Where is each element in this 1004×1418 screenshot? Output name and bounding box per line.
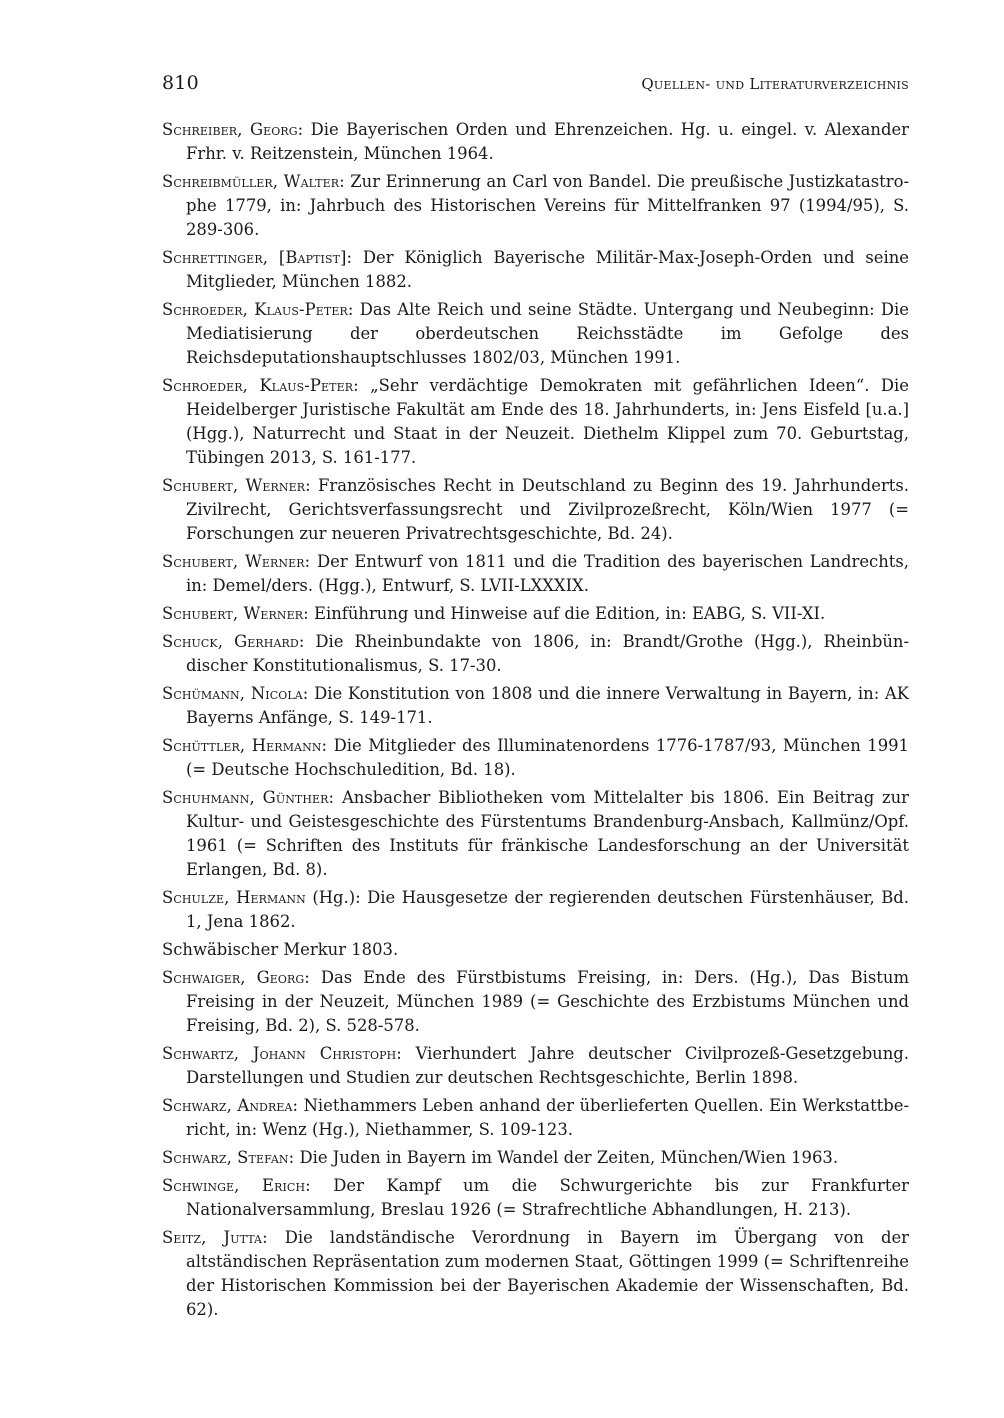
bibliography-entry — [162, 734, 909, 782]
entry-author: Schwaiger, Georg: — [162, 968, 310, 987]
entry-author: Schwinge, Erich: — [162, 1176, 311, 1195]
entry-text: Der Kampf um die Schwurgerichte bis zur Frankfurter Nationalversammlung, Breslau 1926 (= Strafrechtliche Abhandlungen, H. 213). — [186, 1176, 909, 1219]
entry-text: Die Konstitution von 1808 und die innere Verwaltung in Bayern, in: AK Bayerns Anfänge, S. 149-171. — [186, 684, 909, 727]
entry-text: Der Entwurf von 1811 und die Tradition des bayerischen Landrechts, in: Demel/ders. (Hgg.), Entwurf, S. LVII-LXXXIX. — [186, 552, 909, 595]
entry-author: Schwarz, Stefan: — [162, 1148, 295, 1167]
entry-text: Vierhundert Jahre deutscher Civilprozeß-Gesetzgebung. Darstellungen und Studien zur deutschen Rechtsgeschichte, Berlin 1898. — [186, 1044, 909, 1087]
entry-text: Französisches Recht in Deutschland zu Beginn des 19. Jahrhunderts. Zivilrecht, Gerichtsverfassungsrecht und Zivilprozeßrecht, Köln/Wien 1977 (= Forschungen zur neueren Privatrechtsgeschichte, Bd. 24). — [186, 476, 909, 543]
bibliography-entry — [162, 682, 909, 730]
entry-text: Das Alte Reich und seine Städte. Untergang und Neubeginn: Die Mediatisierung der oberdeutschen Reichsstädte im Gefolge des Reichsdeputationshauptschlusses 1802/03, München 1991. — [186, 300, 909, 367]
bibliography-entry — [162, 1146, 909, 1170]
entry-author: Schulze, Hermann — [162, 888, 306, 907]
bibliography-entry — [162, 1042, 909, 1090]
bibliography-entry — [162, 602, 909, 626]
entry-author: Schreiber, Georg: — [162, 120, 304, 139]
entry-author: Schubert, Werner: — [162, 604, 309, 623]
bibliography-entry — [162, 246, 909, 294]
bibliography-entry — [162, 118, 909, 166]
entry-text: Schwäbischer Merkur 1803. — [162, 940, 399, 959]
entry-text: (Hg.): Die Hausgesetze der regierenden deutschen Fürstenhäuser, Bd. 1, Jena 1862. — [186, 888, 909, 931]
entry-text: Ansbacher Bibliotheken vom Mittelalter bis 1806. Ein Beitrag zur Kultur- und Geistesgeschichte des Fürstentums Brandenburg-Ansbach, Kallmünz/Opf. 1961 (= Schriften des Instituts für fränkische Landesforschung an der Universität Erlangen, Bd. 8). — [186, 788, 909, 879]
entry-text: Die landständische Verordnung in Bayern im Übergang von der altständischen Repräsentation zum modernen Staat, Göttingen 1999 (= Schriftenreihe der Historischen Kommission bei der Bayerischen Akademie der Wissenschaften, Bd. 62). — [186, 1228, 909, 1319]
bibliography-entry — [162, 966, 909, 1038]
entry-author: Schrettinger, [Baptist]: — [162, 248, 353, 267]
entry-text: Die Bayerischen Orden und Ehrenzeichen. Hg. u. eingel. v. Alexander Frhr. v. Reitzenstein, München 1964. — [186, 120, 909, 163]
entry-text: Einführung und Hinweise auf die Edition, in: EABG, S. VII-XI. — [308, 604, 826, 623]
bibliography-entry — [162, 374, 909, 470]
bibliography-entry — [162, 474, 909, 546]
bibliography-entry — [162, 630, 909, 678]
page-number: 810 — [162, 72, 199, 94]
entry-text: Die Juden in Bayern im Wandel der Zeiten, München/Wien 1963. — [294, 1148, 839, 1167]
entry-text: Der Königlich Bayerische Militär-Max-Joseph-Orden und seine Mitglieder, München 1882. — [186, 248, 909, 291]
bibliography-entry — [162, 786, 909, 882]
entry-text: „Sehr verdächtige Demokraten mit gefährlichen Ideen“. Die Heidelberger Juristische Fakultät am Ende des 18. Jahrhunderts, in: Jens Eisfeld [u.a.] (Hgg.), Naturrecht und Staat in der Neuzeit. Diethelm Klippel zum 70. Geburtstag, Tübingen 2013, S. 161-177. — [186, 376, 909, 467]
bibliography-entry — [162, 886, 909, 934]
bibliography-entry — [162, 170, 909, 242]
running-title: Quellen- und Literaturverzeichnis — [641, 75, 909, 93]
entry-author: Schroeder, Klaus-Peter: — [162, 300, 354, 319]
bibliography-list — [162, 118, 909, 1326]
page-header — [162, 72, 909, 100]
bibliography-entry — [162, 1094, 909, 1142]
entry-author: Schroeder, Klaus-Peter: — [162, 376, 359, 395]
entry-author: Schubert, Werner: — [162, 476, 311, 495]
entry-author: Schubert, Werner: — [162, 552, 311, 571]
bibliography-entry — [162, 550, 909, 598]
entry-text: Das Ende des Fürstbistums Freising, in: Ders. (Hg.), Das Bistum Freising in der Neuzeit, München 1989 (= Geschichte des Erzbistums München und Freising, Bd. 2), S. 528-578. — [186, 968, 909, 1035]
bibliography-entry — [162, 938, 909, 962]
entry-author: Schümann, Nicola: — [162, 684, 309, 703]
entry-author: Seitz, Jutta: — [162, 1228, 268, 1247]
entry-author: Schreibmüller, Walter: — [162, 172, 345, 191]
entry-author: Schuck, Gerhard: — [162, 632, 305, 651]
entry-text: Zur Erinnerung an Carl von Bandel. Die preußische Justizkatastrophe 1779, in: Jahrbuch des Historischen Vereins für Mittelfranken 97 (1994/95), S. 289-306. — [186, 172, 909, 239]
entry-author: Schwarz, Andrea: — [162, 1096, 299, 1115]
entry-author: Schuhmann, Günther: — [162, 788, 335, 807]
bibliography-entry — [162, 1226, 909, 1322]
entry-author: Schwartz, Johann Christoph: — [162, 1044, 402, 1063]
entry-text: Die Rheinbundakte von 1806, in: Brandt/Grothe (Hgg.), Rheinbündischer Konstitutionalismus, S. 17-30. — [186, 632, 909, 675]
entry-text: Niethammers Leben anhand der überlieferten Quellen. Ein Werkstattbericht, in: Wenz (Hg.), Niethammer, S. 109-123. — [186, 1096, 909, 1139]
bibliography-entry — [162, 1174, 909, 1222]
bibliography-entry — [162, 298, 909, 370]
entry-text: Die Mitglieder des Illuminatenordens 1776-1787/93, München 1991 (= Deutsche Hochschuledition, Bd. 18). — [186, 736, 909, 779]
entry-author: Schüttler, Hermann: — [162, 736, 328, 755]
